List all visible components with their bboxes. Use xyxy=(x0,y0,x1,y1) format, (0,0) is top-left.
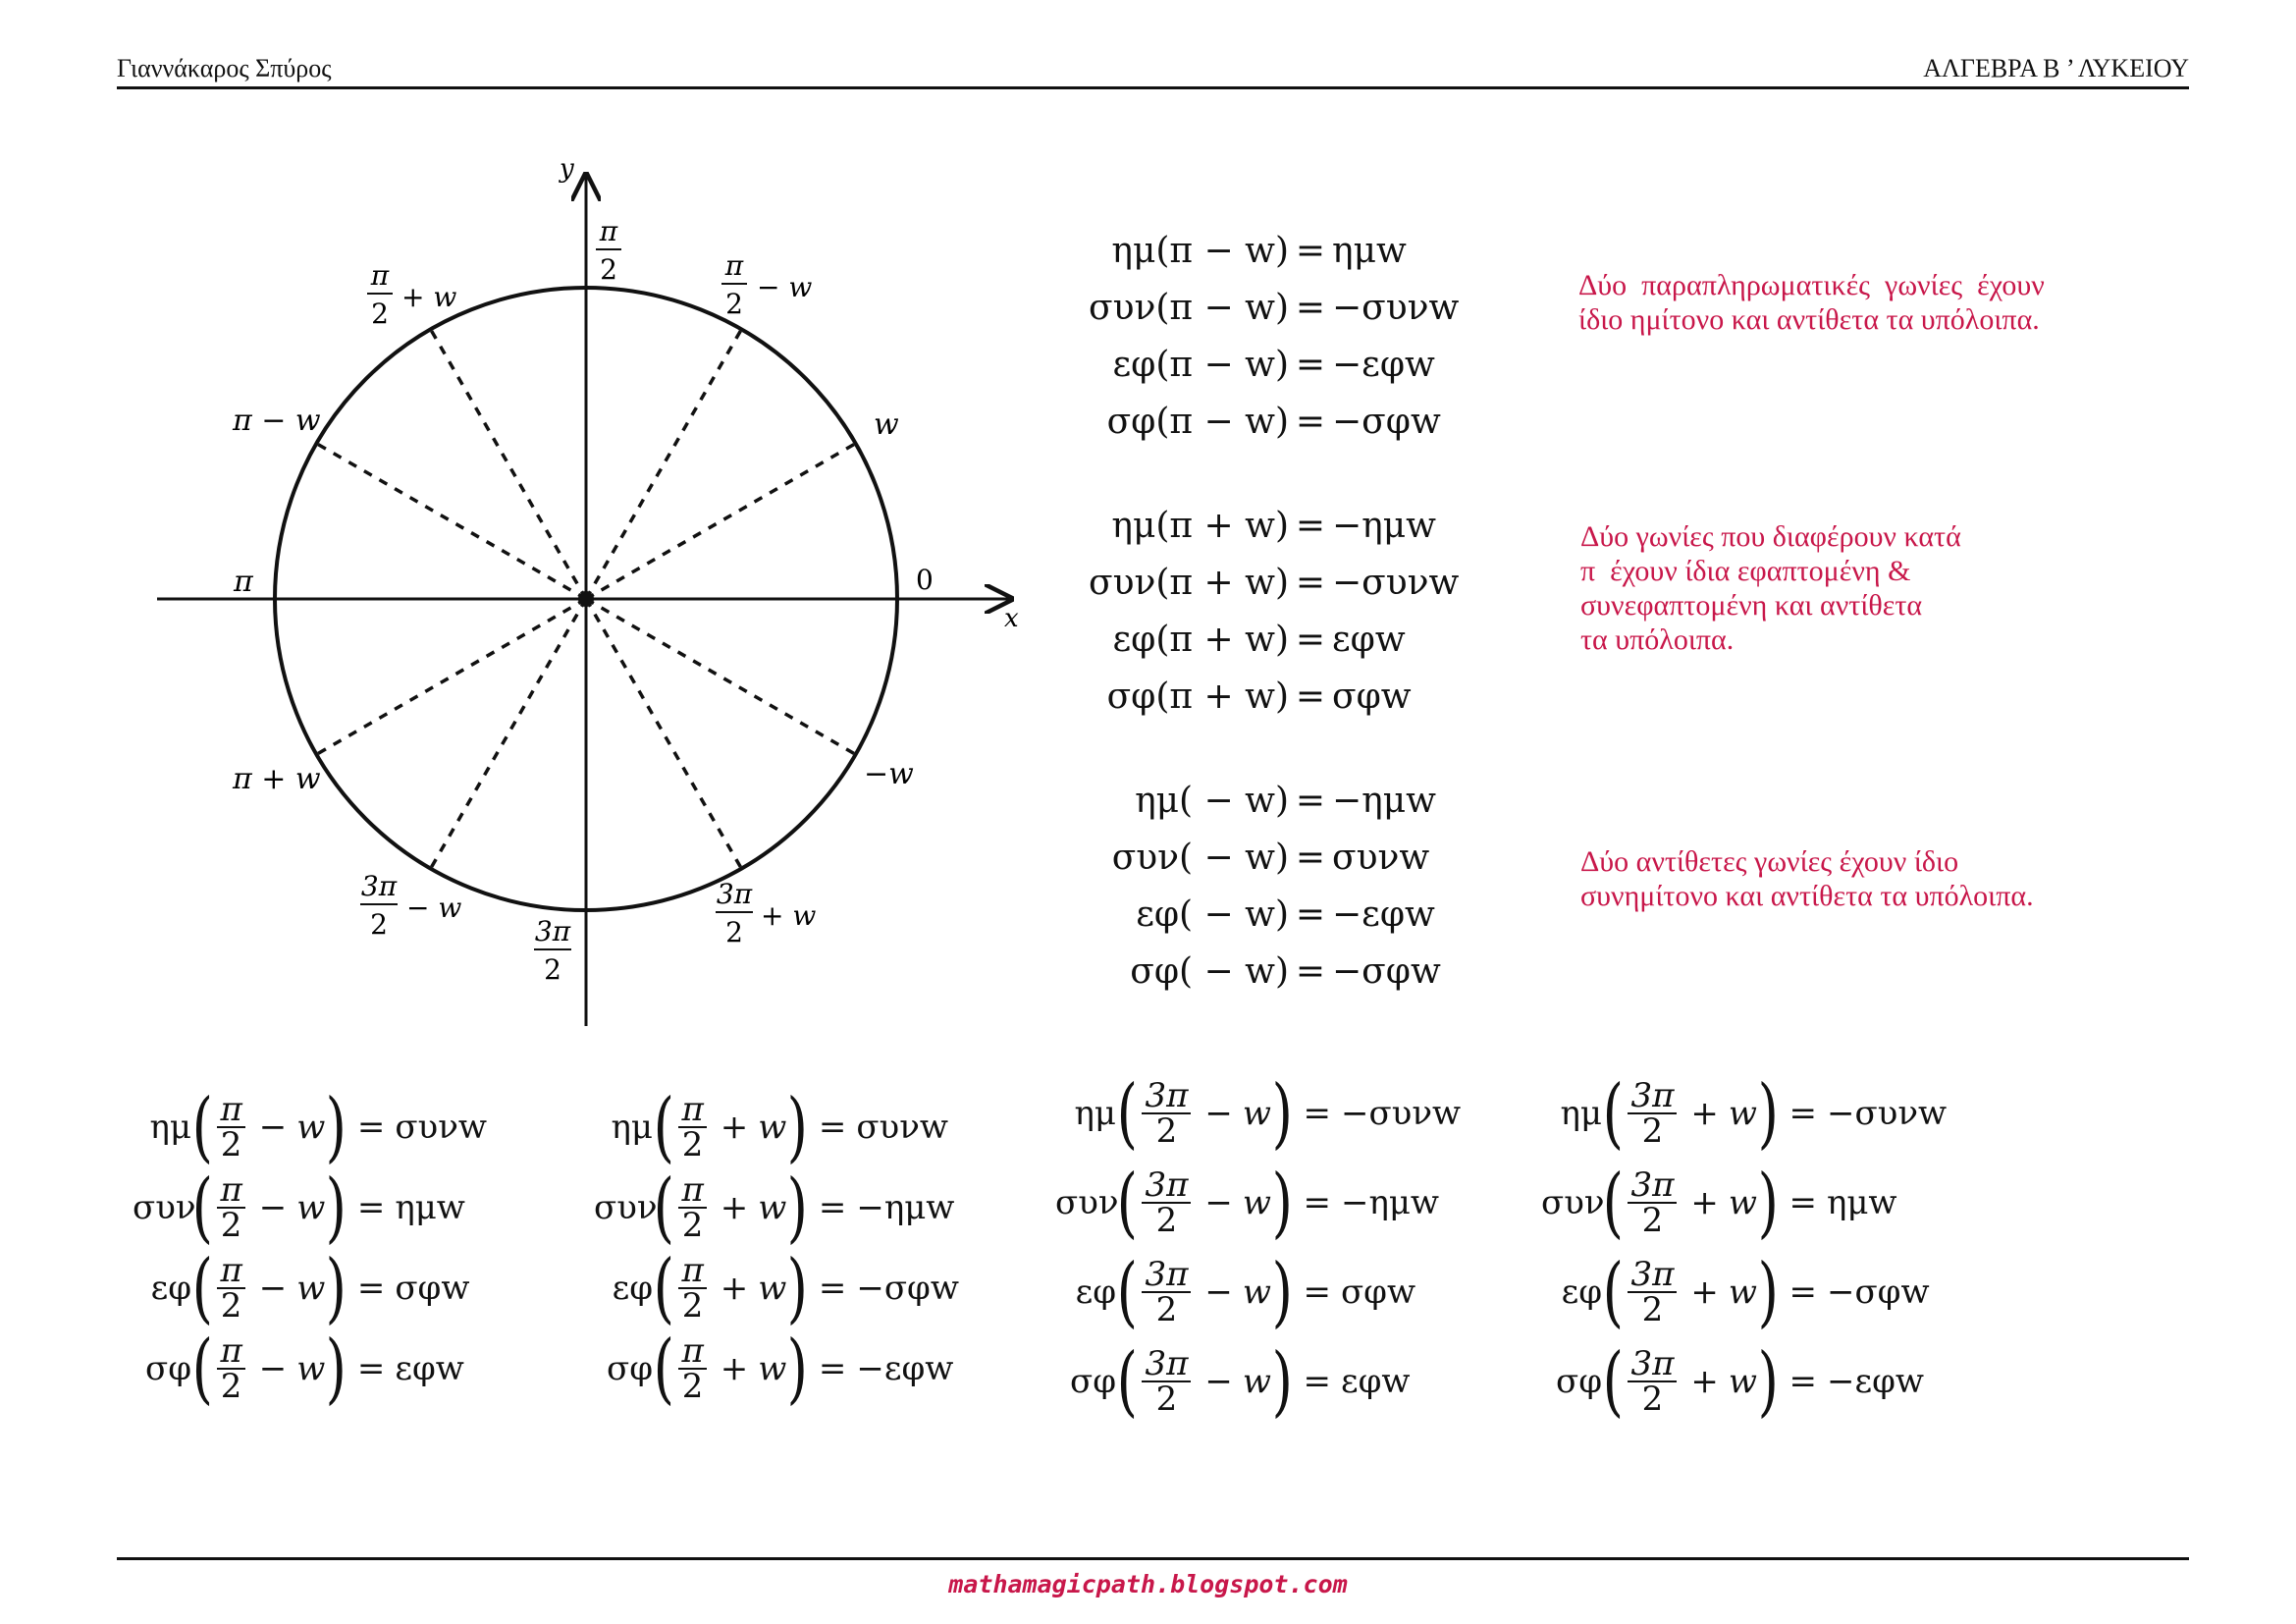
equation-lhs: ημ( − w) xyxy=(1135,781,1289,821)
equation-rhs: −σφw xyxy=(1332,402,1441,442)
equation-rhs: −συνw xyxy=(1332,563,1460,603)
equation-rhs: −συνw xyxy=(1332,288,1460,328)
equation-rhs: −ημw xyxy=(1340,1183,1440,1222)
equation-rhs: −εφw xyxy=(1826,1362,1924,1401)
angle-fraction: $\frac{\pi}{2}$ xyxy=(217,1173,244,1242)
label-zero: 0 xyxy=(916,564,934,596)
function-name: εφ xyxy=(150,1269,191,1308)
label-pi: π xyxy=(234,565,253,599)
function-name: σφ xyxy=(1069,1362,1116,1401)
label-three-half-pi-minus-w xyxy=(360,870,461,941)
function-name: ημ xyxy=(149,1108,191,1147)
equation-lhs: συν(π + w) xyxy=(1089,563,1289,603)
equation-lhs: σφ( − w) xyxy=(1130,951,1289,992)
equation-rhs: −συνw xyxy=(1340,1094,1462,1133)
author-name: Γιαννάκαρος Σπύρος xyxy=(117,54,332,82)
angle-fraction: $\frac{\pi}{2}$ xyxy=(217,1254,244,1323)
equation-rhs: −ημw xyxy=(1332,781,1436,821)
group-note: Δύο αντίθετες γωνίες έχουν ίδιο συνημίτονο και αντίθετα τα υπόλοιπα. xyxy=(1580,845,2034,912)
function-name: συν xyxy=(594,1188,658,1227)
function-name: εφ xyxy=(1561,1272,1602,1312)
course-title: ΑΛΓΕΒΡΑ Β ’ ΛΥΚΕΙΟΥ xyxy=(1923,54,2189,82)
equation-rhs: −εφw xyxy=(1332,894,1435,935)
unit-circle-diagram xyxy=(0,0,1080,1080)
equation-lhs: ημ(π + w) xyxy=(1111,506,1289,546)
function-name: σφ xyxy=(606,1349,653,1388)
identity-equation: εφ( − w) = −εφw xyxy=(1016,887,1605,944)
group-note: Δύο γωνίες που διαφέρουν κατά π έχουν ίδια εφαπτομένη & συνεφαπτομένη και αντίθετα τα υπόλοιπα. xyxy=(1580,520,1961,656)
equation-rhs: εφw xyxy=(1332,620,1406,660)
equation-lhs: σφ(π + w) xyxy=(1106,677,1289,717)
fraction-identity: συν ( $\frac{\pi}{2}$ − w ) = ημw xyxy=(133,1164,465,1252)
svg-text:π: π xyxy=(370,259,390,292)
equation-rhs: συνw xyxy=(1332,838,1430,878)
fraction-identity: σφ ( $\frac{3\pi}{2}$ + w ) = −εφw xyxy=(1541,1339,1924,1424)
angle-fraction: $\frac{3\pi}{2}$ xyxy=(1628,1168,1677,1237)
identity-equation: ημ(π + w) = −ημw xyxy=(1016,498,1605,555)
equation-rhs: −σφw xyxy=(1332,951,1441,992)
function-name: ημ xyxy=(1560,1094,1602,1133)
svg-text:− w: − w xyxy=(757,271,813,303)
function-name: συν xyxy=(1541,1183,1605,1222)
function-name: εφ xyxy=(612,1269,653,1308)
angle-fraction: $\frac{\pi}{2}$ xyxy=(217,1334,244,1403)
function-name: σφ xyxy=(144,1349,191,1388)
equation-lhs: εφ(π + w) xyxy=(1112,620,1289,660)
svg-text:− w: − w xyxy=(406,892,462,924)
svg-text:3π: 3π xyxy=(534,915,571,947)
footer-rule xyxy=(117,1557,2189,1560)
fraction-identity: εφ ( $\frac{\pi}{2}$ + w ) = −σφw xyxy=(594,1246,959,1330)
equation-rhs: συνw xyxy=(395,1108,487,1147)
identity-equation: σφ(π − w) = −σφw xyxy=(1016,394,1605,451)
label-minus-w: −w xyxy=(864,757,914,791)
label-pi-plus-w: π + w xyxy=(233,762,321,796)
equation-rhs: συνw xyxy=(856,1108,948,1147)
identity-equation: συν( − w) = συνw xyxy=(1016,830,1605,887)
equation-rhs: εφw xyxy=(1340,1362,1411,1401)
identity-equation: σφ( − w) = −σφw xyxy=(1016,944,1605,1001)
equation-rhs: −συνw xyxy=(1826,1094,1948,1133)
equation-rhs: −ημw xyxy=(1332,506,1436,546)
svg-text:2: 2 xyxy=(600,253,617,286)
fraction-identity: σφ ( $\frac{\pi}{2}$ + w ) = −εφw xyxy=(594,1326,953,1411)
angle-fraction: $\frac{\pi}{2}$ xyxy=(217,1093,244,1162)
function-name: συν xyxy=(133,1188,196,1227)
function-name: ημ xyxy=(1074,1094,1116,1133)
fraction-identity: ημ ( $\frac{3\pi}{2}$ + w ) = −συνw xyxy=(1541,1071,1947,1156)
angle-fraction: $\frac{3\pi}{2}$ xyxy=(1142,1258,1191,1326)
svg-text:3π: 3π xyxy=(716,878,753,910)
angle-fraction: $\frac{\pi}{2}$ xyxy=(678,1334,706,1403)
label-half-pi-plus-w xyxy=(367,259,456,330)
x-axis-label: x xyxy=(1004,604,1019,633)
equation-lhs: συν( − w) xyxy=(1111,838,1289,878)
svg-text:+ w: + w xyxy=(401,281,457,313)
fraction-identity: συν ( $\frac{3\pi}{2}$ − w ) = −ημw xyxy=(1055,1159,1440,1247)
identity-equation: εφ(π + w) = εφw xyxy=(1016,612,1605,669)
equation-rhs: ημw xyxy=(395,1188,465,1227)
label-half-pi xyxy=(596,215,621,286)
fraction-identity: σφ ( $\frac{3\pi}{2}$ − w ) = εφw xyxy=(1055,1339,1411,1424)
fraction-identity: ημ ( $\frac{\pi}{2}$ − w ) = συνw xyxy=(133,1085,487,1169)
equation-rhs: εφw xyxy=(395,1349,464,1388)
label-pi-minus-w: π − w xyxy=(233,404,321,438)
fraction-identity: ημ ( $\frac{\pi}{2}$ + w ) = συνw xyxy=(594,1085,948,1169)
identity-equation: συν(π − w) = −συνw xyxy=(1016,280,1605,337)
function-name: εφ xyxy=(1075,1272,1116,1312)
identity-equation: ημ( − w) = −ημw xyxy=(1016,773,1605,830)
label-three-half-pi xyxy=(534,915,571,986)
equation-rhs: ημw xyxy=(1332,231,1407,271)
fraction-identity: εφ ( $\frac{3\pi}{2}$ − w ) = σφw xyxy=(1055,1250,1415,1334)
svg-text:π: π xyxy=(599,215,618,247)
angle-fraction: $\frac{3\pi}{2}$ xyxy=(1142,1347,1191,1416)
equation-lhs: σφ(π − w) xyxy=(1106,402,1289,442)
svg-text:+ w: + w xyxy=(761,899,817,932)
fraction-identity: ημ ( $\frac{3\pi}{2}$ − w ) = −συνw xyxy=(1055,1071,1461,1156)
angle-fraction: $\frac{3\pi}{2}$ xyxy=(1142,1079,1191,1148)
group-note: Δύο παραπληρωματικές γωνίες έχουν ίδιο ημίτονο και αντίθετα τα υπόλοιπα. xyxy=(1578,269,2045,336)
equation-lhs: εφ( − w) xyxy=(1136,894,1289,935)
angle-fraction: $\frac{3\pi}{2}$ xyxy=(1142,1168,1191,1237)
angle-fraction: $\frac{3\pi}{2}$ xyxy=(1628,1079,1677,1148)
equation-rhs: ημw xyxy=(1826,1183,1897,1222)
equation-lhs: ημ(π − w) xyxy=(1111,231,1289,271)
svg-text:π: π xyxy=(724,249,744,282)
svg-text:2: 2 xyxy=(544,953,561,986)
origin-dot xyxy=(578,591,594,607)
label-half-pi-minus-w xyxy=(721,249,812,320)
svg-text:2: 2 xyxy=(370,908,388,941)
y-axis-label: y xyxy=(560,154,574,184)
identity-equation: σφ(π + w) = σφw xyxy=(1016,669,1605,726)
label-w: w xyxy=(874,407,899,442)
angle-fraction: $\frac{3\pi}{2}$ xyxy=(1628,1347,1677,1416)
fraction-identity: σφ ( $\frac{\pi}{2}$ − w ) = εφw xyxy=(133,1326,464,1411)
footer-url[interactable]: mathamagicpath.blogspot.com xyxy=(948,1570,1348,1598)
equation-rhs: σφw xyxy=(1340,1272,1416,1312)
equation-rhs: σφw xyxy=(1332,677,1412,717)
fraction-identity: εφ ( $\frac{3\pi}{2}$ + w ) = −σφw xyxy=(1541,1250,1930,1334)
equation-lhs: συν(π − w) xyxy=(1089,288,1289,328)
identity-equation: συν(π + w) = −συνw xyxy=(1016,555,1605,612)
equation-lhs: εφ(π − w) xyxy=(1112,345,1289,385)
equation-rhs: −ημw xyxy=(856,1188,955,1227)
fraction-identity: εφ ( $\frac{\pi}{2}$ − w ) = σφw xyxy=(133,1246,469,1330)
function-name: συν xyxy=(1055,1183,1119,1222)
angle-fraction: $\frac{\pi}{2}$ xyxy=(678,1254,706,1323)
angle-fraction: $\frac{\pi}{2}$ xyxy=(678,1173,706,1242)
equation-rhs: −εφw xyxy=(856,1349,954,1388)
function-name: ημ xyxy=(611,1108,653,1147)
fraction-identity: συν ( $\frac{3\pi}{2}$ + w ) = ημw xyxy=(1541,1159,1897,1247)
fraction-identity: συν ( $\frac{\pi}{2}$ + w ) = −ημw xyxy=(594,1164,955,1252)
identity-equation: εφ(π − w) = −εφw xyxy=(1016,337,1605,394)
equation-rhs: −σφw xyxy=(1826,1272,1930,1312)
angle-fraction: $\frac{3\pi}{2}$ xyxy=(1628,1258,1677,1326)
function-name: σφ xyxy=(1555,1362,1602,1401)
equation-rhs: −εφw xyxy=(1332,345,1435,385)
svg-text:2: 2 xyxy=(725,288,743,320)
svg-text:3π: 3π xyxy=(360,870,398,902)
equation-rhs: −σφw xyxy=(856,1269,959,1308)
svg-text:2: 2 xyxy=(371,298,389,330)
equation-rhs: σφw xyxy=(395,1269,470,1308)
svg-text:2: 2 xyxy=(725,916,743,948)
angle-fraction: $\frac{\pi}{2}$ xyxy=(678,1093,706,1162)
label-three-half-pi-plus-w xyxy=(716,878,816,948)
identity-equation: ημ(π − w) = ημw xyxy=(1016,223,1605,280)
